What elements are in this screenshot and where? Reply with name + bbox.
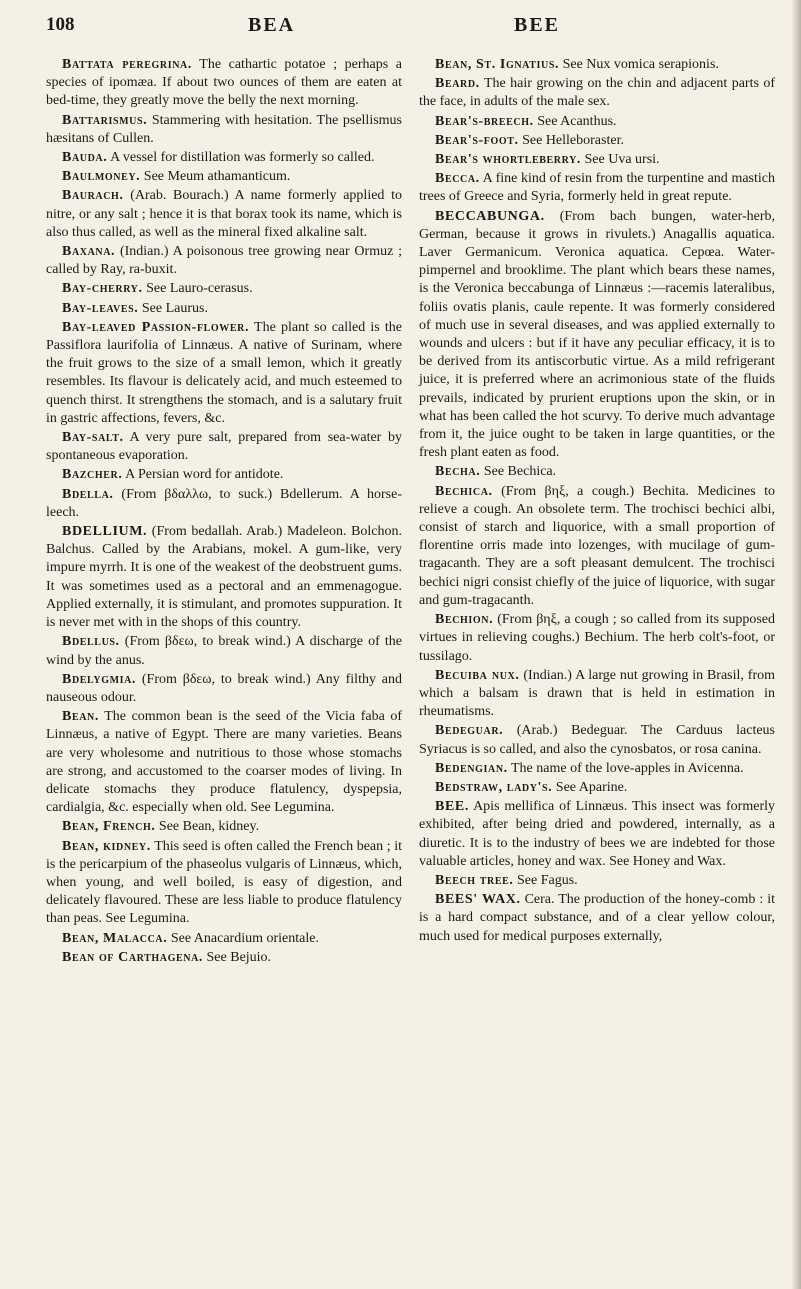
entry-headword: Bedstraw, lady's.: [435, 779, 553, 795]
dictionary-entry: [46, 243, 402, 279]
entry-headword: Bdellus.: [62, 634, 120, 650]
entry-text: Apis mellifica of Linnæus. This insect was formerly exhibited, after being dried and powdered, internally, as a diuretic. It is to the industry of bees we are indebted for those valuable articles, honey and wax. See Honey and Wax.: [419, 799, 775, 869]
entry-headword: Bay-cherry.: [62, 281, 143, 297]
entry-headword: Bay-salt.: [62, 430, 124, 446]
entry-text: (From βδεω, to break wind.) A discharge of the wind by the anus.: [46, 634, 402, 668]
entry-headword: Baxana.: [62, 244, 116, 260]
dictionary-entry: [46, 168, 402, 186]
dictionary-entry: [419, 56, 775, 74]
entry-text: (From bach bungen, water-herb, German, because it grows in rivulets.) Anagallis aquatica. Laver Germanicum. Veronica aquatica. Cepœa. Water-pimpernel and brooklime. The plant which bears these names, is the Veronica beccabunga of Linnæus :—racemis lateralibus, foliis ovatis planis, caule repente. It was formerly considered of much use in several diseases, and was applied externally to wounds and ulcers : but if it have any peculiar efficacy, it is to be derived from its antiscorbutic virtue. As a mild refrigerant juice, it is preferred where an acrimonious state of the fluids prevails, indicated by prurient eruptions upon the skin, or in what has been called the hot scurvy. To derive much advantage from it, the juice ought to be taken in large quantities, or the fresh plant eaten as food.: [419, 208, 776, 461]
dictionary-entry: [419, 760, 775, 778]
entry-text: The plant so called is the Passiflora laurifolia of Linnæus. A native of Surinam, where the fruit grows to the size of a small lemon, which it greatly resembles. Its flavour is delicately acid, and much esteemed to quench thirst. It strengthens the stomach, and is a salutary fruit in gastric affections, fevers, &c.: [46, 319, 402, 426]
entry-text: The cathartic potatoe ; perhaps a species of ipomæa. If about two ounces of them are eaten at bed-time, they greatly move the belly the next morning.: [46, 57, 402, 109]
left-running-head: BEA: [248, 14, 296, 36]
entry-headword: Bear's-breech.: [435, 113, 534, 129]
entry-text: Stammering with hesitation. The psellismus hæsitans of Cullen.: [46, 112, 403, 146]
dictionary-entry: [419, 208, 775, 463]
entry-text: A vessel for distillation was formerly so called.: [110, 150, 375, 166]
entry-text: See Bechica.: [483, 464, 557, 480]
entry-text: This seed is often called the French bean ; it is the pericarpium of the phaseolus vulgaris of Linnæus, which, when young, and well boiled, is easy of digestion, and delicately flavoured. These are less liable to produce flatulency than peas. See Leguminа.: [46, 838, 402, 927]
entry-headword: Bay-leaved Passion-flower.: [62, 319, 250, 335]
entry-text: A fine kind of resin from the turpentine and mastich trees of Greece and Syria, formerly held in great repute.: [419, 171, 775, 205]
dictionary-entry: [419, 872, 775, 890]
entry-text: (Indian.) A large nut growing in Brasil, from which a balsam is drawn that is held in estimation in rheumatisms.: [419, 667, 776, 720]
entry-text: See Bejuio.: [206, 949, 272, 965]
entry-headword: Bazcher.: [62, 467, 123, 483]
dictionary-entry: [419, 798, 775, 871]
dictionary-entry: [419, 170, 775, 206]
dictionary-entry: [46, 56, 402, 111]
entry-text: See Anacardium orientale.: [170, 930, 319, 946]
entry-headword: Bauda.: [62, 150, 108, 166]
entry-headword: Bean.: [62, 709, 99, 725]
entry-headword: Bedeguar.: [435, 723, 504, 739]
entry-text: A very pure salt, prepared from sea-water by spontaneous evaporation.: [46, 430, 402, 464]
entry-text: (From βδαλλω, to suck.) Bdellerum. A horse-leech.: [46, 486, 402, 520]
entry-headword: Bear's-foot.: [435, 132, 519, 148]
entry-text: (From bedallah. Arab.) Madeleon. Bolchon. Balchus. Called by the Arabians, mokel. A gum-like, very impure myrrh. It is one of the weakest of the deobstruent gums. It was sometimes used as a pectoral and an emmenagogue. Applied externally, it is stimulant, and promotes suppuration. It is never met with in the shops of this country.: [46, 524, 403, 631]
entry-text: Cera. The production of the honey-comb : it is a hard compact substance, and of a clear yellow colour, much used for medical purposes externally,: [419, 892, 776, 944]
entry-headword: Beard.: [435, 76, 480, 92]
dictionary-entry: [46, 149, 402, 167]
page-edge-shadow: [791, 0, 801, 1289]
entry-headword: Becha.: [435, 464, 481, 480]
entry-text: (From βηξ, a cough.) Bechita. Medicines to relieve a cough. An obsolete term. The trochisci bechici albi, consist of starch and liquorice, with a small proportion of florentine orris made into lozenges, with mucilage of gum-tragacanth. They are a soft pleasant demulcent. The trochisci bechici nigri consist chiefly of the juice of liquorice, with sugar and gum-tragacanth.: [419, 483, 776, 608]
dictionary-entry: [419, 779, 775, 797]
entry-headword: Bay-leaves.: [62, 300, 139, 316]
entry-headword: Beech tree.: [435, 872, 514, 888]
dictionary-entry: [419, 75, 775, 111]
dictionary-entry: [46, 818, 402, 836]
page-number: 108: [46, 14, 75, 35]
dictionary-entry: [46, 112, 402, 148]
entry-text: (From βηξ, a cough ; so called from its supposed virtues in relieving coughs.) Bechium. The herb colt's-foot, or tussilago.: [419, 612, 776, 664]
entry-headword: Bdelygmia.: [62, 671, 137, 687]
entry-headword: BEE.: [435, 799, 469, 815]
entry-text: See Acanthus.: [537, 113, 617, 129]
dictionary-entry: [46, 466, 402, 484]
entry-text: See Laurus.: [141, 300, 208, 316]
entry-text: See Nux vomica serapionis.: [562, 57, 719, 72]
dictionary-entry: [46, 838, 402, 929]
entry-headword: BEES' WAX.: [435, 892, 521, 908]
dictionary-entry: [419, 722, 775, 758]
entry-headword: Bdella.: [62, 486, 114, 502]
entry-text: The common bean is the seed of the Vicia faba of Linnæus, a native of Egypt. There are many varieties. Beans are very wholesome and nutritious to those whose stomachs are strong, and accustomed to the coarser modes of living. In delicate stomachs they produce flatulency, dyspepsia, cardialgia, &c. especially when old. See Leguminа.: [46, 709, 402, 816]
entry-headword: Baurach.: [62, 188, 124, 204]
entry-text: See Aparine.: [555, 779, 628, 795]
text-columns: [46, 56, 775, 968]
entry-headword: Becca.: [435, 171, 480, 187]
right-column: [419, 56, 775, 968]
dictionary-entry: [419, 611, 775, 666]
entry-headword: Becuiba nux.: [435, 667, 520, 683]
entry-text: (Arab. Bourach.) A name formerly applied to nitre, or any salt ; hence it is that borax took its name, which is also thus called, as well as the mineral fixed alkaline salt.: [46, 188, 403, 240]
dictionary-entry: [46, 319, 402, 428]
dictionary-entry: [46, 671, 402, 707]
entry-headword: Bechion.: [435, 612, 494, 628]
entry-text: See Meum athamanticum.: [143, 169, 291, 185]
dictionary-entry: [46, 708, 402, 817]
dictionary-entry: [46, 280, 402, 298]
entry-headword: Bechica.: [435, 483, 493, 499]
entry-headword: Bean of Carthagena.: [62, 949, 204, 965]
dictionary-entry: [419, 151, 775, 169]
entry-text: See Fagus.: [517, 872, 578, 888]
entry-text: See Lauro-cerasus.: [146, 281, 253, 297]
entry-text: A Persian word for antidote.: [125, 467, 284, 483]
dictionary-entry: [46, 930, 402, 948]
entry-headword: Battarismus.: [62, 112, 148, 128]
entry-headword: BECCABUNGA.: [435, 208, 545, 224]
left-column: [46, 56, 402, 968]
dictionary-entry: [419, 463, 775, 481]
dictionary-entry: [419, 113, 775, 131]
entry-text: See Bean, kidney.: [158, 819, 260, 835]
entry-text: The name of the love-apples in Avicenna.: [510, 760, 744, 776]
dictionary-entry: [46, 300, 402, 318]
dictionary-entry: [419, 132, 775, 150]
entry-text: (Arab.) Bedeguar. The Carduus lacteus Syriacus is so called, and also the cynosbatos, or rosa canina.: [419, 723, 776, 757]
dictionary-entry: [46, 486, 402, 522]
running-head: [46, 14, 775, 40]
entry-headword: Bean, French.: [62, 819, 156, 835]
entry-headword: Bedengian.: [435, 760, 508, 776]
entry-text: (From βδεω, to break wind.) Any filthy and nauseous odour.: [46, 671, 402, 705]
entry-headword: Bean, St. Ignatius.: [435, 57, 560, 72]
entry-headword: Bear's whortleberry.: [435, 152, 581, 168]
entry-headword: Battata peregrina.: [62, 57, 192, 72]
dictionary-entry: [46, 429, 402, 465]
entry-text: The hair growing on the chin and adjacent parts of the face, in adults of the male sex.: [419, 76, 776, 110]
entry-text: See Helleborаster.: [522, 132, 624, 148]
dictionary-entry: [46, 523, 402, 632]
dictionary-entry: [419, 891, 775, 946]
entry-headword: Bean, kidney.: [62, 838, 151, 854]
dictionary-entry: [46, 633, 402, 669]
entry-text: (Indian.) A poisonous tree growing near Ormuz ; called by Ray, ra-buxit.: [46, 244, 402, 278]
entry-headword: BDELLIUM.: [62, 524, 148, 540]
entry-headword: Bean, Malacca.: [62, 930, 168, 946]
entry-headword: Baulmoney.: [62, 169, 141, 185]
dictionary-entry: [419, 667, 775, 722]
dictionary-entry: [419, 483, 775, 610]
dictionary-entry: [46, 949, 402, 967]
right-running-head: BEE: [514, 14, 561, 36]
dictionary-entry: [46, 187, 402, 242]
entry-text: See Uva ursi.: [584, 152, 660, 168]
